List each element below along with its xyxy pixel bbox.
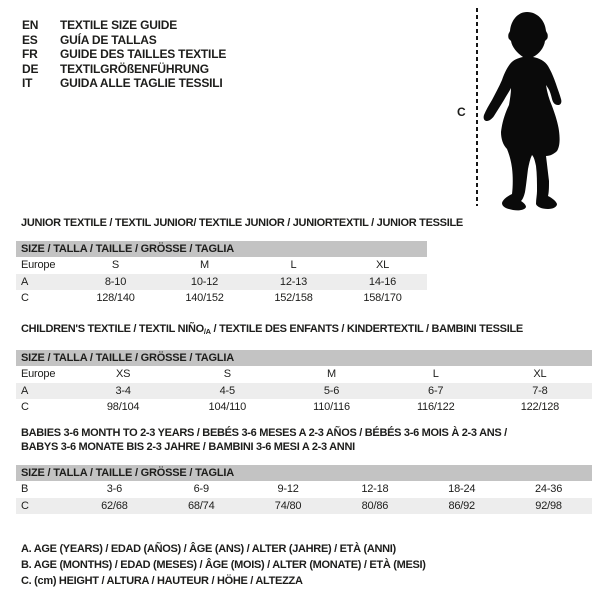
size-cell: 24-36 <box>534 483 563 496</box>
legend-notes <box>21 541 426 589</box>
table-row <box>16 399 592 416</box>
language-title-row <box>22 62 226 77</box>
size-cell: S <box>111 259 120 272</box>
language-title-row <box>22 47 226 62</box>
section-title <box>21 322 592 339</box>
language-code: EN <box>22 18 39 33</box>
section-title <box>21 216 592 230</box>
language-title-row <box>22 33 226 48</box>
size-cell: 74/80 <box>274 499 302 512</box>
size-table <box>16 465 592 514</box>
row-label: C <box>21 292 29 305</box>
size-header-bar: SIZE / TALLA / TAILLE / GRÖSSE / TAGLIA <box>16 241 427 257</box>
language-code: FR <box>22 47 38 62</box>
size-table-section-children <box>16 322 592 416</box>
size-cell: M <box>327 368 336 381</box>
size-cell: 86/92 <box>448 499 475 512</box>
size-cell: 8-10 <box>104 275 127 288</box>
size-cell: 9-12 <box>277 483 299 496</box>
table-row <box>16 274 427 291</box>
size-header-bar: SIZE / TALLA / TAILLE / GRÖSSE / TAGLIA <box>16 465 592 481</box>
language-code: IT <box>22 76 33 91</box>
size-cell: XL <box>375 259 390 272</box>
size-cell: 3-4 <box>115 384 131 397</box>
language-title-row <box>22 18 226 33</box>
row-label: A <box>21 384 29 397</box>
size-table-section-junior <box>16 216 592 307</box>
size-cell: 12-18 <box>361 483 389 496</box>
row-label: C <box>21 401 29 414</box>
table-row <box>16 383 592 400</box>
size-cell: 12-13 <box>279 275 308 288</box>
size-cell: 5-6 <box>323 384 340 397</box>
table-row <box>16 290 427 307</box>
row-label: A <box>21 275 29 288</box>
language-title-row <box>22 76 226 91</box>
size-cell: S <box>223 368 231 381</box>
size-cell: 4-5 <box>219 384 235 397</box>
row-label: Europe <box>21 368 56 381</box>
guide-title: GUÍA DE TALLAS <box>60 32 157 47</box>
size-cell: 104/110 <box>208 401 247 414</box>
size-cell: 6-7 <box>428 384 444 397</box>
language-code: ES <box>22 32 38 47</box>
size-cell: 14-16 <box>368 275 397 288</box>
legend-note: C. (cm) HEIGHT / ALTURA / HAUTEUR / HÖHE / ALTEZZA <box>21 575 303 587</box>
title-text: BABYS 3-6 MONATE BIS 2-3 JAHRE / BAMBINI 3-6 MESI A 2-3 ANNI <box>21 441 355 453</box>
size-cell: 122/128 <box>520 401 560 414</box>
guide-title: GUIDA ALLE TAGLIE TESSILI <box>60 76 223 91</box>
size-cell: 18-24 <box>448 483 476 496</box>
size-cell: 110/116 <box>313 401 350 414</box>
title-text: BABIES 3-6 MONTH TO 2-3 YEARS / BEBÉS 3-6 MESES A 2-3 AÑOS / BÉBÉS 3-6 MOIS À 2-3 ANS / <box>21 427 507 439</box>
height-label: C <box>457 105 466 119</box>
size-cell: 152/158 <box>274 292 313 305</box>
title-text: / TEXTILE DES ENFANTS / KINDERTEXTIL / BAMBINI TESSILE <box>210 323 523 335</box>
size-table <box>16 241 427 307</box>
size-cell: 62/68 <box>101 499 128 512</box>
size-cell: XS <box>115 368 131 381</box>
size-table <box>16 350 592 416</box>
row-label: C <box>21 499 29 512</box>
size-cell: XL <box>533 368 547 381</box>
section-title <box>21 440 592 454</box>
legend-note: B. AGE (MONTHS) / EDAD (MESES) / ÂGE (MOIS) / ALTER (MONATE) / ETÀ (MESI) <box>21 559 426 571</box>
section-title <box>21 426 592 440</box>
title-text: CHILDREN'S TEXTILE / TEXTIL NIÑO <box>21 323 204 335</box>
size-cell: 10-12 <box>190 275 219 288</box>
language-title-list <box>22 18 226 91</box>
baby-silhouette-icon <box>480 0 600 215</box>
table-row <box>16 498 592 515</box>
size-table-section-babies <box>16 426 592 514</box>
size-cell: 3-6 <box>106 483 123 496</box>
size-cell: M <box>200 259 209 272</box>
size-cell: 98/104 <box>106 401 140 414</box>
size-cell: 6-9 <box>193 483 209 496</box>
size-cell: 68/74 <box>187 499 215 512</box>
guide-title: TEXTILGRÖßENFÜHRUNG <box>60 61 209 76</box>
guide-title: GUIDE DES TAILLES TEXTILE <box>60 47 227 62</box>
size-cell: 140/152 <box>185 292 224 305</box>
language-code: DE <box>22 61 39 76</box>
title-subscript: /A <box>203 327 211 336</box>
size-header-bar: SIZE / TALLA / TAILLE / GRÖSSE / TAGLIA <box>16 350 592 366</box>
size-cell: 92/98 <box>535 499 562 512</box>
table-row <box>16 257 427 274</box>
size-cell: 158/170 <box>363 292 402 305</box>
size-cell: L <box>290 259 297 272</box>
size-cell: 7-8 <box>532 384 548 397</box>
size-cell: 80/86 <box>361 499 389 512</box>
height-measure-line <box>476 8 478 206</box>
size-cell: L <box>432 368 439 381</box>
row-label: B <box>21 483 29 496</box>
legend-note: A. AGE (YEARS) / EDAD (AÑOS) / ÂGE (ANS) / ALTER (JAHRE) / ETÀ (ANNI) <box>21 543 396 555</box>
size-cell: 116/122 <box>416 401 455 414</box>
size-cell: 128/140 <box>96 292 135 305</box>
table-row <box>16 481 592 498</box>
title-text: JUNIOR TEXTILE / TEXTIL JUNIOR/ TEXTILE JUNIOR / JUNIORTEXTIL / JUNIOR TESSILE <box>21 217 463 229</box>
table-row <box>16 366 592 383</box>
guide-title: TEXTILE SIZE GUIDE <box>60 18 178 33</box>
row-label: Europe <box>21 259 56 272</box>
